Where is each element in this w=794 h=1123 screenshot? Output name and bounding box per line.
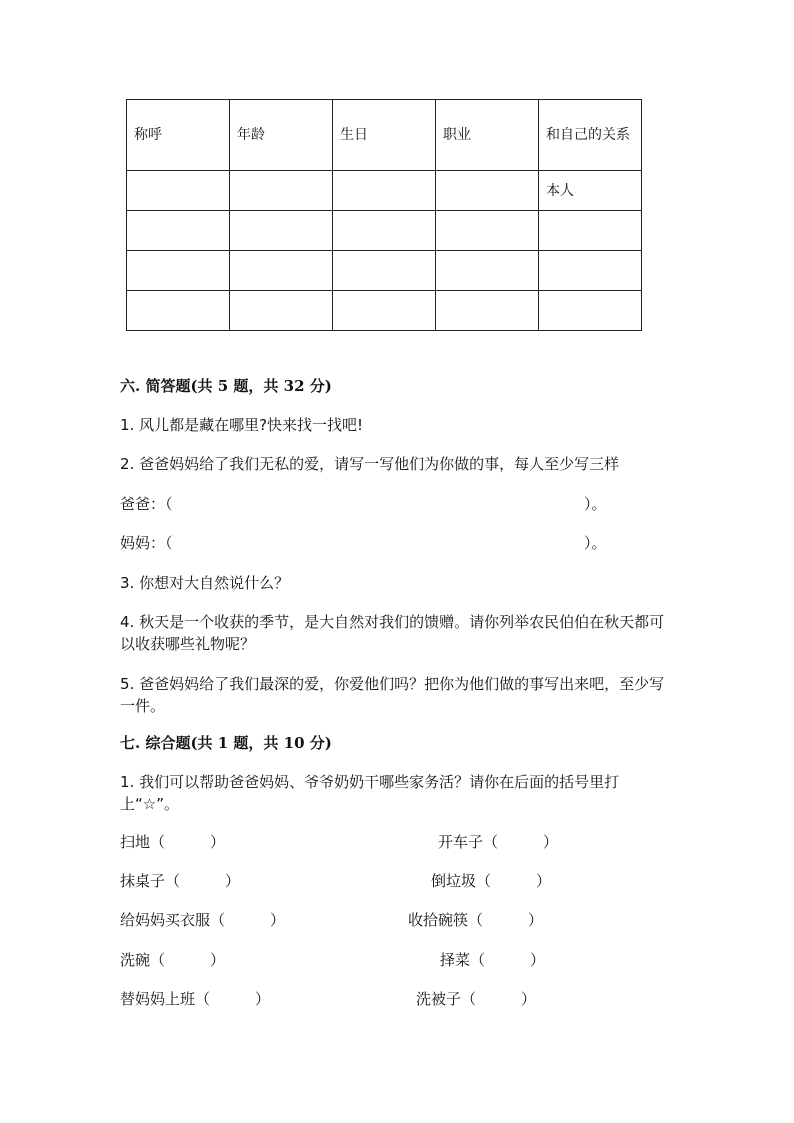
mom-answer-label: 妈妈：（ bbox=[120, 534, 173, 552]
table-cell[interactable] bbox=[539, 211, 642, 251]
table-cell[interactable] bbox=[230, 171, 333, 211]
table-row bbox=[127, 291, 642, 331]
section-7-title: 七. 综合题(共 1 题，共 10 分) bbox=[120, 734, 332, 752]
table-cell[interactable] bbox=[230, 211, 333, 251]
family-info-table bbox=[126, 99, 642, 331]
chore-option-wipe-table[interactable]: 抹桌子（ ） bbox=[120, 872, 241, 890]
table-header-cell: 职业 bbox=[436, 100, 539, 171]
table-cell[interactable] bbox=[127, 211, 230, 251]
table-header-cell: 年龄 bbox=[230, 100, 333, 171]
mom-answer-close: ）。 bbox=[584, 534, 607, 552]
table-cell[interactable] bbox=[436, 291, 539, 331]
question-6-5: 5. 爸爸妈妈给了我们最深的爱，你爱他们吗？把你为他们做的事写出来吧，至少写一件。 bbox=[120, 675, 665, 715]
table-cell: 本人 bbox=[539, 171, 642, 211]
table-cell[interactable] bbox=[539, 251, 642, 291]
table-header-cell: 称呼 bbox=[127, 100, 230, 171]
table-cell[interactable] bbox=[436, 171, 539, 211]
chore-option-wash-quilt[interactable]: 洗被子（ ） bbox=[416, 990, 537, 1008]
chore-option-wash-dishes[interactable]: 洗碗（ ） bbox=[120, 951, 226, 969]
table-cell[interactable] bbox=[333, 291, 436, 331]
table-cell[interactable] bbox=[127, 171, 230, 211]
question-7-1: 1. 我们可以帮助爸爸妈妈、爷爷奶奶干哪些家务活？请你在后面的括号里打上“☆”。 bbox=[120, 773, 620, 813]
table-row bbox=[127, 251, 642, 291]
table-cell[interactable] bbox=[333, 211, 436, 251]
question-6-1: 1. 风儿都是藏在哪里?快来找一找吧! bbox=[120, 416, 364, 434]
section-6-title: 六. 简答题(共 5 题，共 32 分) bbox=[120, 377, 332, 395]
chore-option-drive[interactable]: 开车子（ ） bbox=[438, 833, 559, 851]
question-6-2: 2. 爸爸妈妈给了我们无私的爱，请写一写他们为你做的事，每人至少写三样 bbox=[120, 455, 620, 473]
table-row bbox=[127, 171, 642, 211]
table-cell[interactable] bbox=[333, 251, 436, 291]
table-row bbox=[127, 211, 642, 251]
question-6-4: 4. 秋天是一个收获的季节，是大自然对我们的馈赠。请你列举农民伯伯在秋天都可以收获哪些礼物呢？ bbox=[120, 613, 665, 653]
table-header-cell: 和自己的关系 bbox=[539, 100, 642, 171]
dad-answer-close: ）。 bbox=[584, 495, 607, 513]
table-cell[interactable] bbox=[230, 291, 333, 331]
table-cell[interactable] bbox=[333, 171, 436, 211]
chore-option-clear-dishes[interactable]: 收拾碗筷（ ） bbox=[408, 911, 544, 929]
question-6-3: 3. 你想对大自然说什么？ bbox=[120, 574, 290, 592]
table-cell[interactable] bbox=[127, 291, 230, 331]
table-header-row bbox=[127, 100, 642, 171]
table-header-cell: 生日 bbox=[333, 100, 436, 171]
table-cell[interactable] bbox=[127, 251, 230, 291]
chore-option-sweep[interactable]: 扫地（ ） bbox=[120, 833, 226, 851]
table-cell[interactable] bbox=[436, 211, 539, 251]
table-cell[interactable] bbox=[436, 251, 539, 291]
chore-option-trash[interactable]: 倒垃圾（ ） bbox=[431, 872, 552, 890]
chore-option-buy-clothes[interactable]: 给妈妈买衣服（ ） bbox=[120, 911, 286, 929]
chore-option-work-for-mom[interactable]: 替妈妈上班（ ） bbox=[120, 990, 271, 1008]
table-cell[interactable] bbox=[539, 291, 642, 331]
table-cell[interactable] bbox=[230, 251, 333, 291]
dad-answer-label: 爸爸：（ bbox=[120, 495, 173, 513]
chore-option-pick-vegetables[interactable]: 择菜（ ） bbox=[440, 951, 546, 969]
